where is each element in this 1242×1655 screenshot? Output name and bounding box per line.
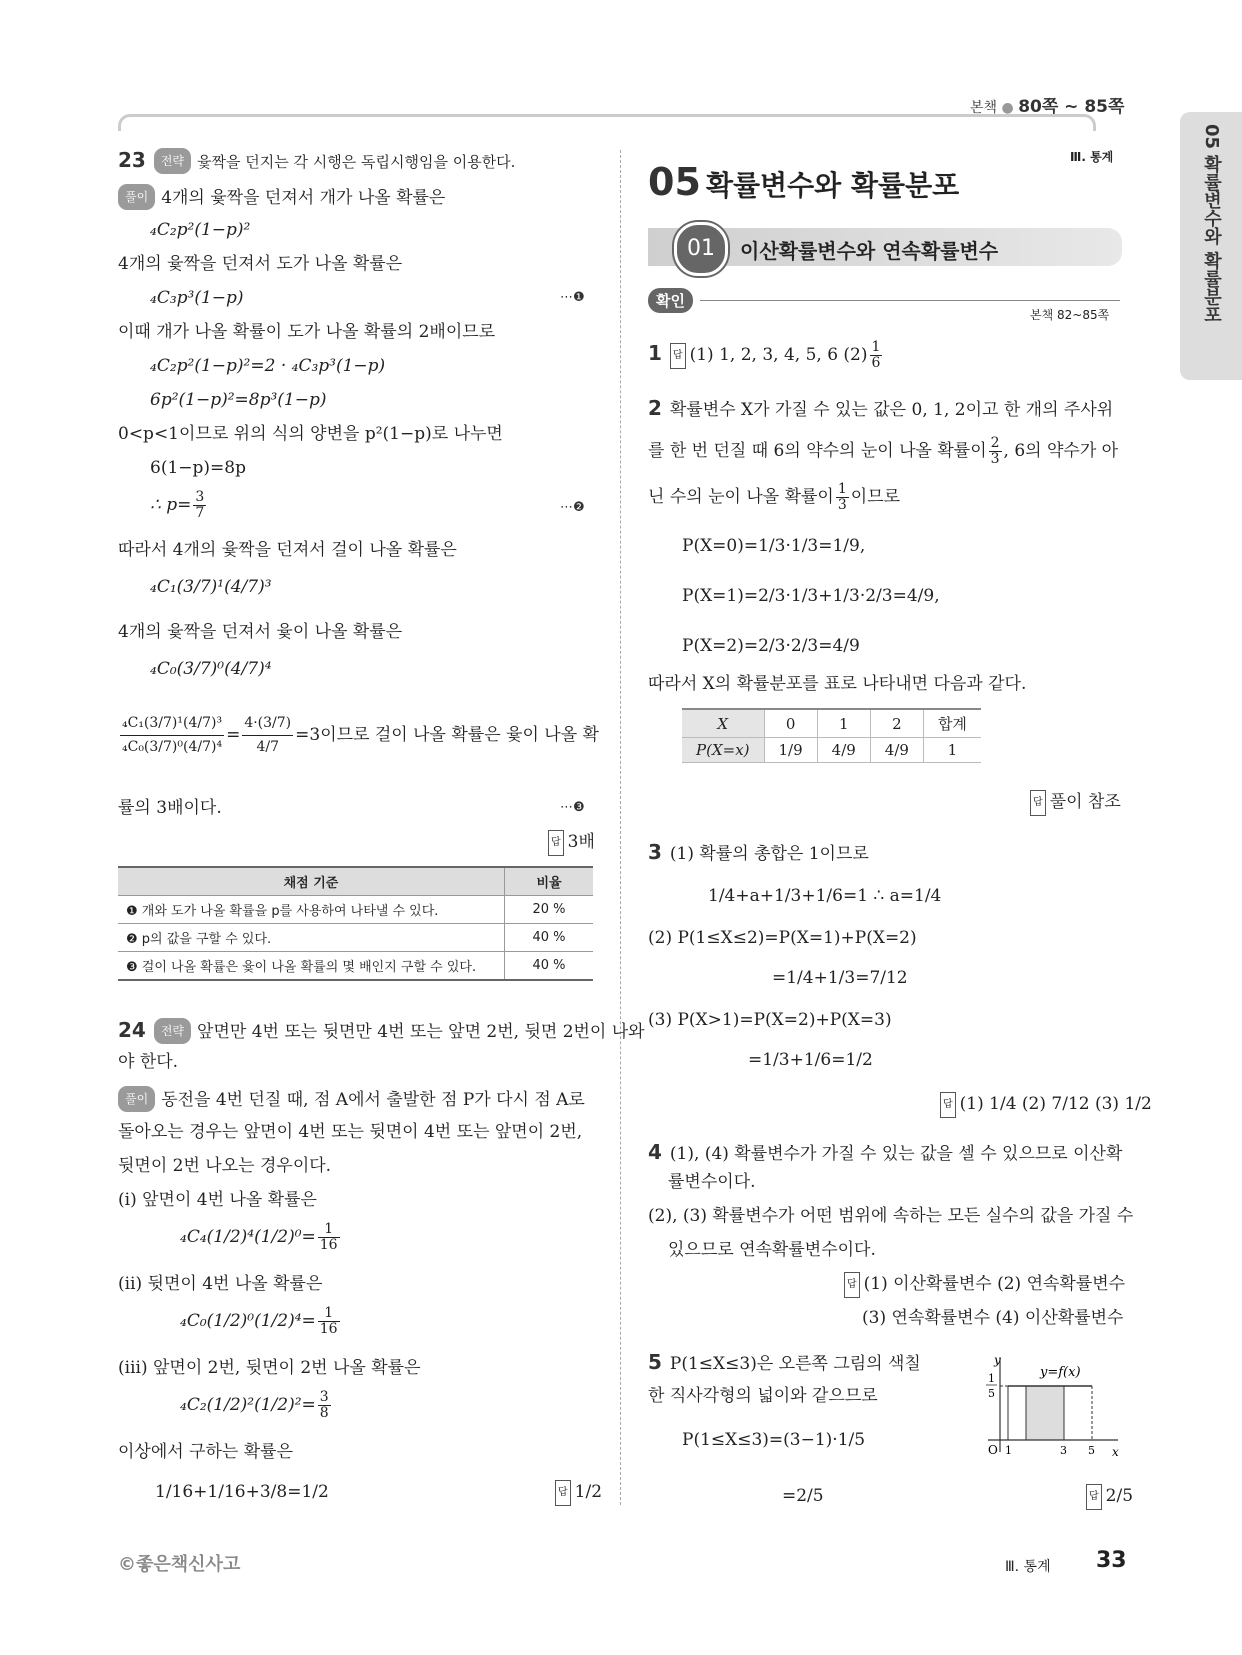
q23-l2: ₄C₂p²(1−p)² [150,220,251,240]
q23-number: 23 [118,148,146,172]
q23-l1 [118,184,445,210]
answer-icon: 답 [1030,790,1046,816]
r2-e2: P(X=2)=2/3·2/3=4/9 [682,636,860,656]
check-label: 확인 [648,288,693,313]
answer-icon: 답 [670,343,686,369]
q23-ratio-fraction: $\frac{\text{₄C₁(3/7)¹(4/7)³}}{\text{₄C₀(3/7)⁰(4/7)⁴}}$ [120,712,224,759]
r4-answer-1: 답 (1) 이산확률변수 (2) 연속확률변수 [844,1272,1125,1298]
footer-brand: ©좋은책신사고 [118,1554,241,1575]
q24-case-ii-eq: ₄C₀(1/2)⁰(1/2)⁴= $\frac{1}{16}$ [180,1305,338,1337]
answer-icon: 답 [555,1480,571,1506]
r2-answer: 답 풀이 참조 [1030,790,1121,816]
r3-answer: 답 (1) 1/4 (2) 7/12 (3) 1/2 [940,1092,1152,1118]
q23-answer [548,830,595,856]
q23-l4: ₄C₃p³(1−p) [150,288,244,308]
r5-answer: 답 2/5 [1086,1484,1133,1510]
function-label: y=f(x) [1040,1365,1081,1380]
solution-tag: 풀이 [118,184,155,210]
section-number: 01 [674,222,728,276]
q23-l5: 이때 개가 나올 확률이 도가 나올 확률의 2배이므로 [118,322,496,342]
r2-l4: 따라서 X의 확률분포를 표로 나타내면 다음과 같다. [648,674,1027,694]
chapter-title [648,160,959,204]
q24-text-1: 동전을 4번 던질 때, 점 A에서 출발한 점 P가 다시 점 A로 [161,1090,585,1110]
q23-therefore: ∴ p= [150,495,192,515]
header-prefix: 본책 [970,100,998,116]
solution-tag: 풀이 [118,1086,155,1112]
q24-answer [555,1480,602,1506]
section-title: 이산확률변수와 연속확률변수 [740,239,999,263]
q24-case-iii-eq: ₄C₂(1/2)²(1/2)²= $\frac{3}{8}$ [180,1389,329,1421]
section-banner [648,228,1122,266]
r2-e1: P(X=1)=2/3·1/3+1/3·2/3=4/9, [682,586,940,606]
y-axis-label: y [994,1353,1001,1367]
table-row: ❸ 걸이 나올 확률은 윷이 나올 확률의 몇 배인지 구할 수 있다. 40 % [118,952,593,981]
q23-l9: 6(1−p)=8p [150,458,246,478]
page-number: 33 [1096,1548,1127,1573]
q23-l7: 6p²(1−p)²=8p³(1−p) [150,390,327,410]
r2-e0: P(X=0)=1/3·1/3=1/9, [682,536,866,556]
r4-l4: 있으므로 연속확률변수이다. [668,1240,876,1260]
x-tick-1: 1 [1005,1444,1012,1457]
distribution-table [682,708,981,763]
r4-l1: 4 (1), (4) 확률변수가 가질 수 있는 값을 셀 수 있으므로 이산확 [648,1140,1123,1164]
q23-l15: $\frac{\text{₄C₁(3/7)¹(4/7)³}}{\text{₄C₀(3/7)⁰(4/7)⁴}}$ = $\frac{4\cdot(3/7)}{4/7}$ =3이므로 걸이 나올 확률은 윷이 나올 확 [118,712,599,759]
q24-number: 24 [118,1018,146,1042]
r3-e1: 1/4+a+1/3+1/6=1 ∴ a=1/4 [708,886,942,906]
right-section-tag: Ⅲ. 통계 [1070,150,1114,164]
q24-case-iii: (ⅲ) 앞면이 2번, 뒷면이 2번 나올 확률은 [118,1358,421,1378]
r2-l3: 닌 수의 눈이 나올 확률이 $\frac{1}{3}$ 이므로 [648,481,901,513]
table-row: ❷ p의 값을 구할 수 있다. 40 % [118,924,593,952]
side-tab [1180,112,1242,380]
q23-l6: ₄C₂p²(1−p)²=2 · ₄C₃p³(1−p) [150,356,386,376]
chapter-name: 확률변수와 확률분포 [705,169,960,202]
q24-p3: 뒷면이 2번 나오는 경우이다. [118,1156,332,1176]
q23-l11: 따라서 4개의 윷짝을 던져서 걸이 나올 확률은 [118,540,457,560]
q23-text-1: 4개의 윷짝을 던져서 개가 나올 확률은 [161,188,446,208]
q23-l16: 률의 3배이다. [118,798,222,818]
q23-l8: 0<p<1이므로 위의 식의 양변을 p²(1−p)로 나누면 [118,424,503,444]
table-row: ❶ 개와 도가 나올 확률을 p를 사용하여 나타낼 수 있다. 20 % [118,896,593,924]
q23-marker-3: ⋯❸ [560,800,585,815]
pdf-graph [968,1352,1128,1462]
q23-l10 [150,490,208,521]
scoring-header-ratio: 비율 [505,867,594,896]
q23-ratio-value: $\frac{4\cdot(3/7)}{4/7}$ [242,712,293,759]
r3-e3: =1/3+1/6=1/2 [748,1050,873,1070]
x-tick-5: 5 [1088,1444,1095,1457]
table-row: X 0 1 2 합계 [682,709,981,738]
side-tab-label: 05 확률변수와 확률분포 [1201,124,1222,324]
q23-p-fraction: $\frac{3}{7}$ [195,489,205,521]
column-divider [620,150,621,1505]
q24-answer-value: 1/2 [574,1482,603,1502]
q23-strategy-text: 윷짝을 던지는 각 시행은 독립시행임을 이용한다. [197,153,516,171]
r3-l3: (3) P(X>1)=P(X=2)+P(X=3) [648,1010,892,1030]
shaded-rectangle [1026,1386,1064,1440]
header-pages: 80쪽 ~ 85쪽 [1018,97,1125,117]
check-ref: 본책 82~85쪽 [1030,308,1110,322]
scoring-table [118,866,593,981]
scoring-header-criteria: 채점 기준 [118,867,505,896]
r4-answer-2: (3) 연속확률변수 (4) 이산확률변수 [862,1308,1124,1328]
q24-case-i: (ⅰ) 앞면이 4번 나올 확률은 [118,1190,317,1210]
answer-icon: 답 [940,1092,956,1118]
r1: 1 답 (1) 1, 2, 3, 4, 5, 6 (2) $\frac{1}{6}$ [648,339,881,371]
r4-l3: (2), (3) 확률변수가 어떤 범위에 속하는 모든 실수의 값을 가질 수 [648,1206,1134,1226]
q24-case-ii: (ⅱ) 뒷면이 4번 나올 확률은 [118,1274,323,1294]
strategy-tag: 전략 [154,1018,191,1044]
q24-strategy-1 [118,1018,645,1044]
y-tick-denominator: 5 [988,1387,995,1400]
x-axis-label: x [1112,1445,1119,1459]
q24-case-i-eq: ₄C₄(1/2)⁴(1/2)⁰= $\frac{1}{16}$ [180,1221,338,1253]
q23-ratio-text: =3이므로 걸이 나올 확률은 윷이 나올 확 [295,725,599,745]
q24-sum: 1/16+1/16+3/8=1/2 [155,1482,329,1502]
chapter-number: 05 [648,160,701,204]
y-tick-numerator: 1 [988,1372,995,1385]
answer-icon: 답 [548,830,564,856]
x-tick-3: 3 [1060,1444,1067,1457]
r2-l1: 2 확률변수 X가 가질 수 있는 값은 0, 1, 2이고 한 개의 주사위 [648,396,1114,420]
r5-e1: P(1≤X≤3)=(3−1)·1/5 [682,1430,866,1450]
q23-l12: ₄C₁(3/7)¹(4/7)³ [150,577,272,597]
footer-section: Ⅲ. 통계 [1005,1559,1051,1575]
r3-l2: (2) P(1≤X≤2)=P(X=1)+P(X=2) [648,928,917,948]
r4-l2: 률변수이다. [668,1172,756,1192]
strategy-tag: 전략 [154,148,191,174]
q23-l3: 4개의 윷짝을 던져서 도가 나올 확률은 [118,254,403,274]
r3-e2: =1/4+1/3=7/12 [772,968,908,988]
q23-answer-value: 3배 [567,832,595,852]
r3-l1: 3 (1) 확률의 총합은 1이므로 [648,840,869,864]
answer-icon: 답 [1086,1484,1102,1510]
q23-marker-1: ⋯❶ [560,290,585,305]
q23-l13: 4개의 윷짝을 던져서 윷이 나올 확률은 [118,622,403,642]
q24-p2: 돌아오는 경우는 앞면이 4번 또는 뒷면이 4번 또는 앞면이 2번, [118,1122,583,1142]
r5-l2: 한 직사각형의 넓이와 같으므로 [648,1386,878,1406]
q23-l14: ₄C₀(3/7)⁰(4/7)⁴ [150,659,272,679]
header-range: 본책 ● 80쪽 ~ 85쪽 [970,97,1125,117]
q23-marker-2: ⋯❷ [560,500,585,515]
table-row: P(X=x) 1/9 4/9 4/9 1 [682,738,981,763]
origin-label: O [988,1443,998,1457]
r5-e2: =2/5 [782,1486,824,1506]
check-rule [700,300,1120,301]
r2-l2: 를 한 번 던질 때 6의 약수의 눈이 나올 확률이 $\frac{2}{3}$ , 6의 약수가 아 [648,435,1119,467]
r5-l1: 5 P(1≤X≤3)은 오른쪽 그림의 색칠 [648,1350,921,1374]
q24-p1 [118,1086,585,1112]
q24-conclusion: 이상에서 구하는 확률은 [118,1442,294,1462]
q24-strategy-2: 야 한다. [118,1052,179,1072]
answer-icon: 답 [844,1272,860,1298]
q24-strategy-text: 앞면만 4번 또는 뒷면만 4번 또는 앞면 2번, 뒷면 2번이 나와 [197,1022,645,1042]
header-rule [118,114,1096,131]
q23-strategy [118,148,515,174]
